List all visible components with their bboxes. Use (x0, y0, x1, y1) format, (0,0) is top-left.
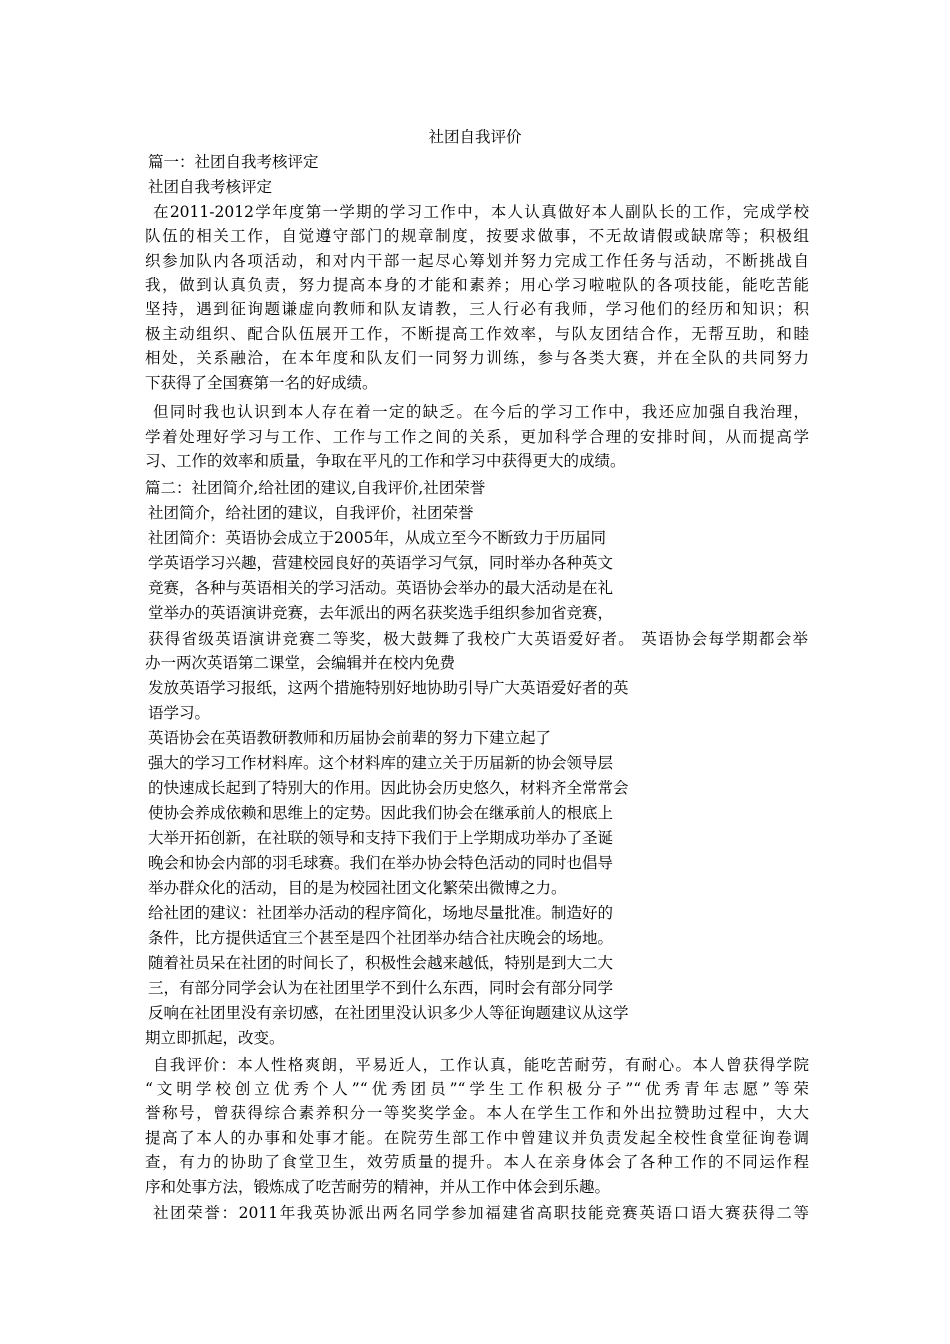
text-line: 发放英语学习报纸，这两个措施特别好地协助引导广大英语爱好者的英 (148, 679, 629, 697)
text-line: 堂举办的英语演讲竞赛，去年派出的两名获奖选手组织参加省竞赛， (148, 604, 614, 622)
text-line: 誉称号，曾获得综合素养积分一等奖奖学金。本人在学生工作和外出拉赞助过程中，大大 (145, 1104, 809, 1122)
text-line: 队伍的相关工作，自觉遵守部门的规章制度，按要求做事，不无故请假或缺席等；积极组 (145, 227, 809, 245)
text-line: 下获得了全国赛第一名的好成绩。 (145, 374, 378, 392)
text-line: 英语协会在英语教研教师和历届协会前辈的努力下建立起了 (148, 729, 552, 747)
text-line: 大举开拓创新，在社联的领导和支持下我们于上学期成功举办了圣诞 (148, 829, 614, 847)
text-line: 获得省级英语演讲竞赛二等奖，极大鼓舞了我校广大英语爱好者。 英语协会每学期都会举 (148, 630, 808, 648)
text-line: 竞赛，各种与英语相关的学习活动。英语协会举办的最大活动是在礼 (148, 579, 614, 597)
text-line: 织参加队内各项活动，和对内干部一起尽心筹划并努力完成工作任务与活动，不断挑战自 (145, 252, 809, 270)
text-line: 给社团的建议：社团举办活动的程序简化，场地尽量批准。制造好的 (148, 904, 614, 922)
text-line: 自我评价：本人性格爽朗，平易近人，工作认真，能吃苦耐劳，有耐心。本人曾获得学院 (153, 1056, 809, 1074)
text-line: 语学习。 (148, 704, 211, 722)
text-line: 期立即抓起，改变。 (145, 1029, 285, 1047)
document-title: 社团自我评价 (428, 128, 522, 146)
text-line: 使协会养成依赖和思维上的定势。因此我们协会在继承前人的根底上 (148, 804, 614, 822)
text-line: 社团自我考核评定 (148, 178, 273, 196)
text-line: 的快速成长起到了特别大的作用。因此协会历史悠久，材料齐全常常会 (148, 779, 629, 797)
text-line: 学英语学习兴趣，营建校园良好的英语学习气氛，同时举办各种英文 (148, 554, 614, 572)
text-line: 社团荣誉：2011年我英协派出两名同学参加福建省高职技能竞赛英语口语大赛获得二等 (153, 1204, 809, 1222)
text-line: 条件，比方提供适宜三个甚至是四个社团举办结合社庆晚会的场地。 (148, 929, 614, 947)
text-line: 三，有部分同学会认为在社团里学不到什么东西，同时会有部分同学 (148, 979, 614, 997)
text-line: 强大的学习工作材料库。这个材料库的建立关于历届新的协会领导层 (148, 754, 614, 772)
text-line: 相处，关系融洽，在本年度和队友们一同努力训练，参与各类大赛，并在全队的共同努力 (145, 349, 809, 367)
text-line: 提高了本人的办事和处事才能。在院劳生部工作中曾建议并负责发起全校性食堂征询卷调 (145, 1129, 809, 1147)
text-line: 篇二：社团简介,给社团的建议,自我评价,社团荣誉 (145, 479, 486, 497)
text-line: 随着社员呆在社团的时间长了，积极性会越来越低，特别是到大二大 (148, 954, 614, 972)
text-line: 但同时我也认识到本人存在着一定的缺乏。在今后的学习工作中，我还应加强自我治理， (153, 403, 809, 421)
text-line: 在2011-2012学年度第一学期的学习工作中，本人认真做好本人副队长的工作，完成学校 (153, 203, 809, 221)
text-line: 社团简介：英语协会成立于2005年，从成立至今不断致力于历届同 (148, 529, 606, 547)
text-line: 习、工作的效率和质量，争取在平凡的工作和学习中获得更大的成绩。 (145, 452, 626, 470)
text-line: 社团简介，给社团的建议，自我评价，社团荣誉 (148, 504, 474, 522)
text-line: 反响在社团里没有亲切感，在社团里没认识多少人等征询题建议从这学 (148, 1004, 629, 1022)
text-line: 查，有力的协助了食堂卫生，效劳质量的提升。本人在亲身体会了各种工作的不同运作程 (145, 1153, 809, 1171)
text-line: 学着处理好学习与工作、工作与工作之间的关系，更加科学合理的安排时间，从而提高学 (145, 428, 809, 446)
text-line: 晚会和协会内部的羽毛球赛。我们在举办协会特色活动的同时也倡导 (148, 854, 614, 872)
text-line: 篇一：社团自我考核评定 (148, 153, 319, 171)
text-line: 我，做到认真负责，努力提高本身的才能和素养；用心学习啦啦队的各项技能，能吃苦能 (145, 276, 809, 294)
text-line: 极主动组织、配合队伍展开工作，不断提高工作效率，与队友团结合作，无帮互助，和睦 (145, 325, 809, 343)
text-line: 坚持，遇到征询题谦虚向教师和队友请教，三人行必有我师，学习他们的经历和知识；积 (145, 300, 809, 318)
text-line: 举办群众化的活动，目的是为校园社团文化繁荣出微博之力。 (148, 879, 567, 897)
text-line: 序和处事方法，锻炼成了吃苦耐劳的精神，并从工作中体会到乐趣。 (145, 1178, 611, 1196)
text-line: “文明学校创立优秀个人”“优秀团员”“学生工作积极分子”“优秀青年志愿”等荣 (145, 1080, 809, 1098)
text-line: 办一两次英语第二课堂，会编辑并在校内免费 (145, 654, 456, 672)
